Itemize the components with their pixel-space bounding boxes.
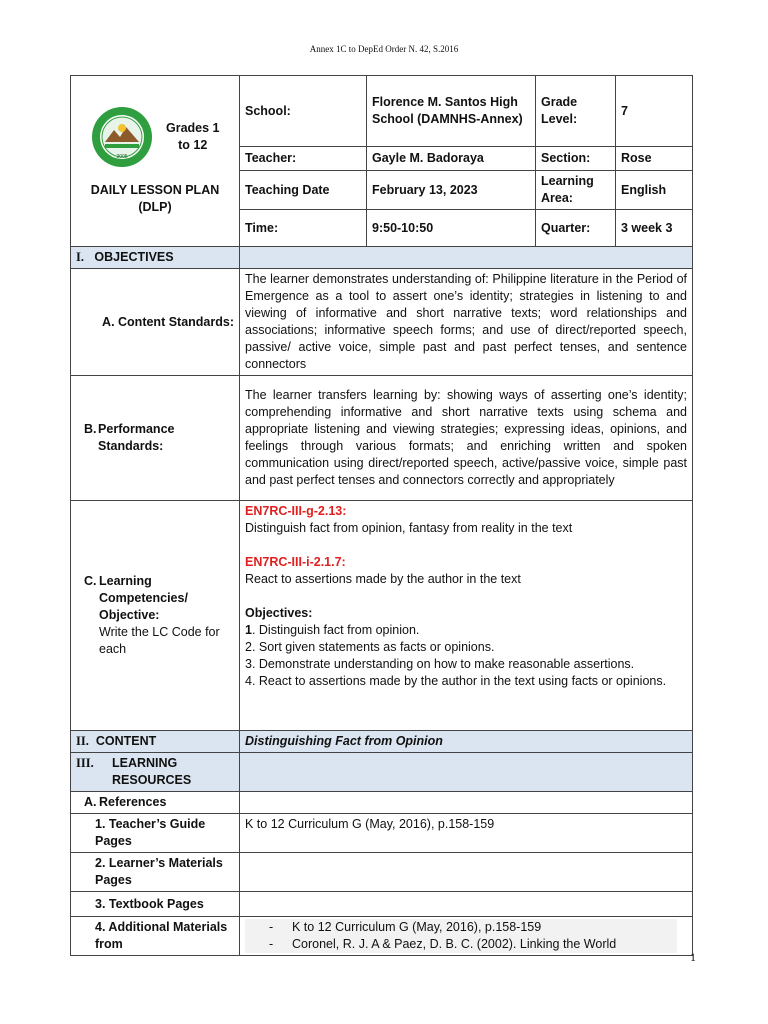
quarter-label: Quarter:	[536, 210, 616, 247]
content-value: Distinguishing Fact from Opinion	[240, 731, 693, 753]
page-number: 1	[690, 950, 696, 964]
lc-code-2-text: React to assertions made by the author in the text	[245, 572, 521, 586]
additional-materials-value	[240, 917, 693, 956]
learning-resources-blank	[240, 753, 693, 792]
references-blank	[240, 792, 693, 814]
learning-area-label: Learning Area:	[536, 171, 616, 210]
dlp-title: DAILY LESSON PLAN (DLP)	[90, 183, 220, 214]
section-label: Section:	[536, 147, 616, 171]
additional-material-item: - Coronel, R. J. A & Paez, D. B. C. (2002). Linking the World	[269, 937, 617, 951]
performance-standards-label: B. Performance Standards:	[71, 376, 240, 501]
content-standards-text: The learner demonstrates understanding of: Philippine literature in the Period of Emergence as a tool to assert one’s identity; strategies in listening to and viewing of informative and short narrative texts; word relationships and associations; informative speech forms; and use of direct/reported speech, passive/ active voice, simple past and past perfect tenses, and sentence connectors	[240, 269, 693, 376]
textbook-pages-label: 3. Textbook Pages	[71, 892, 240, 917]
grade-level-label: Grade Level:	[536, 76, 616, 147]
additional-materials-label: 4. Additional Materials from	[71, 917, 240, 956]
time-value: 9:50-10:50	[367, 210, 536, 247]
lc-code-1-text: Distinguish fact from opinion, fantasy from reality in the text	[245, 521, 573, 535]
school-label: School:	[240, 76, 367, 147]
learners-materials-label: 2. Learner’s Materials Pages	[71, 853, 240, 892]
objective-3: 3. Demonstrate understanding on how to make reasonable assertions.	[245, 657, 635, 671]
lesson-plan-table	[70, 75, 693, 956]
learners-materials-value	[240, 853, 693, 892]
school-value: Florence M. Santos High School (DAMNHS-Annex)	[367, 76, 536, 147]
teacher-value: Gayle M. Badoraya	[367, 147, 536, 171]
learning-area-value: English	[616, 171, 693, 210]
references-label: A. References	[71, 792, 240, 814]
learning-competencies-text	[240, 501, 693, 731]
grade-level-value: 7	[616, 76, 693, 147]
time-label: Time:	[240, 210, 367, 247]
learning-resources-heading: III. LEARNING RESOURCES	[71, 753, 240, 792]
annex-note: Annex 1C to DepEd Order N. 42, S.2016	[309, 44, 459, 54]
school-logo-icon	[91, 106, 153, 168]
objectives-heading: I. OBJECTIVES	[71, 247, 240, 269]
objectives-heading-blank	[240, 247, 693, 269]
objective-1: 1. Distinguish fact from opinion.	[245, 623, 420, 637]
quarter-value: 3 week 3	[616, 210, 693, 247]
textbook-pages-value	[240, 892, 693, 917]
section-value: Rose	[616, 147, 693, 171]
additional-material-item: - K to 12 Curriculum G (May, 2016), p.158-159	[269, 920, 542, 934]
objective-2: 2. Sort given statements as facts or opinions.	[245, 640, 495, 654]
lc-code-2: EN7RC-III-i-2.1.7:	[245, 555, 346, 569]
teachers-guide-label: 1. Teacher’s Guide Pages	[71, 814, 240, 853]
header-logo-cell	[71, 76, 240, 247]
objectives-subheading: Objectives:	[245, 606, 313, 620]
content-heading: II. CONTENT	[71, 731, 240, 753]
logo-year: 2005	[115, 154, 128, 160]
teacher-label: Teacher:	[240, 147, 367, 171]
teachers-guide-value: K to 12 Curriculum G (May, 2016), p.158-159	[240, 814, 693, 853]
teaching-date-value: February 13, 2023	[367, 171, 536, 210]
objective-4: 4. React to assertions made by the author in the text using facts or opinions.	[245, 674, 667, 688]
teaching-date-label: Teaching Date	[240, 171, 367, 210]
grades-label: Grades 1 to 12	[165, 121, 220, 152]
performance-standards-text: The learner transfers learning by: showing ways of asserting one’s identity; comprehending informative and short narrative texts using schema and appropriate listening and viewing strategies; expressing ideas, opinions, and feelings through various formats; and enriching written and spoken communication using direct/reported speech, active/passive voice, simple past and past perfect tenses and connectors correctly and appropriately	[240, 376, 693, 501]
lc-code-1: EN7RC-III-g-2.13:	[245, 504, 347, 518]
content-standards-label: A. Content Standards:	[71, 269, 240, 376]
learning-competencies-label: C. Learning Competencies/ Objective: Write the LC Code for each	[71, 501, 240, 731]
